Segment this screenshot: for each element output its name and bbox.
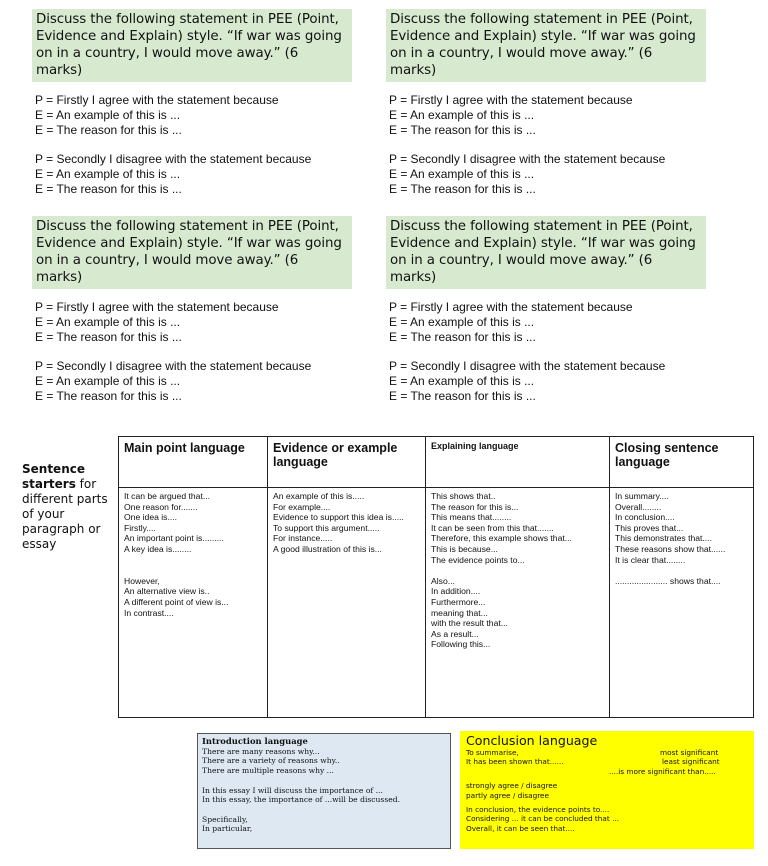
conclusion-phrase: strongly agree / disagree [466, 781, 558, 791]
sentence-starters-rest: for different parts of your paragraph or essay [22, 477, 108, 551]
starter-phrase: The evidence points to... [431, 554, 525, 565]
pee-point: P = Firstly I agree with the statement because [35, 93, 279, 107]
starter-phrase: This is because... [431, 543, 498, 554]
pee-block-disagree [389, 152, 706, 197]
pee-explain: E = The reason for this is ... [35, 389, 182, 403]
conclusion-phrase: It has been shown that...... [466, 757, 564, 767]
pee-task-top-left [32, 9, 352, 197]
column-header: Main point language [119, 437, 267, 488]
introduction-phrase: In this essay I will discuss the importance of ... [202, 785, 383, 795]
starter-phrase: In conclusion.... [615, 512, 675, 523]
pee-point: P = Secondly I disagree with the statement because [35, 359, 312, 373]
column-header: Explaining language [426, 437, 609, 488]
pee-block-disagree [35, 359, 352, 404]
pee-point: P = Firstly I agree with the statement because [389, 93, 633, 107]
pee-evidence: E = An example of this is ... [389, 108, 535, 122]
starter-phrase: However, [124, 575, 160, 586]
starter-phrase: These reasons show that...... [615, 543, 726, 554]
starter-phrase: Firstly.... [124, 522, 156, 533]
pee-task-bottom-right [386, 216, 706, 404]
column-header: Evidence or example language [268, 437, 425, 488]
starter-phrase: In summary.... [615, 491, 669, 501]
starter-phrase: It is clear that........ [615, 554, 686, 565]
pee-task-bottom-left [32, 216, 352, 404]
conclusion-lines-a [466, 781, 748, 800]
pee-point: P = Secondly I disagree with the statement because [389, 359, 666, 373]
starter-phrase: One reason for....... [124, 501, 198, 512]
conclusion-row [466, 767, 748, 776]
column-header: Closing sentence language [610, 437, 753, 488]
starter-phrase: This proves that... [615, 522, 684, 533]
starter-phrase: One idea is.... [124, 512, 178, 523]
pee-block-agree [389, 300, 706, 345]
starter-phrase: An important point is......... [124, 533, 224, 544]
conclusion-lines-b [466, 805, 748, 833]
sentence-starters-label [22, 462, 112, 552]
pee-explain: E = The reason for this is ... [389, 182, 536, 196]
pee-evidence: E = An example of this is ... [389, 167, 535, 181]
column-items [610, 488, 753, 589]
column-items [426, 488, 609, 653]
conclusion-phrase: ....is more significant than..... [609, 766, 716, 776]
starter-phrase: A different point of view is... [124, 596, 229, 607]
column-explaining [426, 437, 610, 717]
pee-explain: E = The reason for this is ... [389, 389, 536, 403]
starter-phrase: Furthermore... [431, 596, 486, 607]
starter-phrase: meaning that... [431, 607, 488, 618]
introduction-phrase: There are many reasons why... [202, 746, 320, 756]
conclusion-phrase: To summarise, [466, 748, 519, 757]
starter-phrase: Evidence to support this idea is..... [273, 512, 404, 523]
pee-evidence: E = An example of this is ... [389, 374, 535, 388]
spacer [124, 555, 262, 566]
starter-phrase: The reason for this is... [431, 501, 519, 512]
starter-phrase: This demonstrates that.... [615, 533, 712, 544]
pee-evidence: E = An example of this is ... [389, 315, 535, 329]
spacer [431, 565, 604, 576]
starter-phrase: It can be seen from this that....... [431, 522, 554, 533]
conclusion-title: Conclusion language [466, 733, 598, 748]
pee-explain: E = The reason for this is ... [389, 123, 536, 137]
introduction-phrase: In this essay, the importance of ...will be discussed. [202, 795, 400, 805]
pee-block-agree [35, 93, 352, 138]
starter-phrase: For example.... [273, 501, 331, 512]
pee-explain: E = The reason for this is ... [35, 330, 182, 344]
pee-block-disagree [389, 359, 706, 404]
conclusion-phrase: partly agree / disagree [466, 790, 550, 800]
conclusion-row [466, 748, 748, 757]
column-items [119, 488, 267, 621]
introduction-phrase: There are multiple reasons why ... [202, 766, 334, 776]
pee-block-agree [35, 300, 352, 345]
spacer [615, 565, 748, 576]
starter-phrase: Following this... [431, 639, 491, 650]
introduction-title: Introduction language [202, 736, 308, 746]
starter-phrase: with the result that... [431, 618, 508, 629]
spacer [202, 776, 446, 786]
introduction-language-box [197, 733, 451, 849]
conclusion-phrase: In conclusion, the evidence points to.... [466, 804, 610, 814]
pee-point: P = Firstly I agree with the statement because [389, 300, 633, 314]
starter-phrase: As a result... [431, 628, 479, 639]
starter-phrase: In contrast.... [124, 607, 174, 618]
pee-point: P = Secondly I disagree with the statement because [35, 152, 312, 166]
introduction-phrase: In particular, [202, 824, 253, 834]
column-main-point [119, 437, 268, 717]
starter-phrase: Also... [431, 575, 455, 586]
starter-phrase: A good illustration of this is... [273, 543, 382, 554]
starter-phrase: An alternative view is.. [124, 586, 210, 597]
task-prompt: Discuss the following statement in PEE (Point, Evidence and Explain) style. “If war was going on in a country, I would move away.” (6 marks) [32, 216, 352, 289]
starter-phrase: An example of this is..... [273, 491, 365, 501]
starter-phrase: A key idea is........ [124, 543, 192, 554]
starter-phrase: This means that........ [431, 512, 512, 523]
conclusion-phrase: most significant [660, 748, 719, 757]
task-prompt: Discuss the following statement in PEE (Point, Evidence and Explain) style. “If war was going on in a country, I would move away.” (6 marks) [386, 9, 706, 82]
sentence-starters-table [118, 436, 754, 718]
conclusion-phrase: least significant [662, 757, 720, 767]
pee-evidence: E = An example of this is ... [35, 374, 181, 388]
introduction-phrase: Specifically, [202, 814, 248, 824]
column-closing [610, 437, 753, 717]
pee-evidence: E = An example of this is ... [35, 167, 181, 181]
pee-point: P = Secondly I disagree with the statement because [389, 152, 666, 166]
pee-evidence: E = An example of this is ... [35, 315, 181, 329]
pee-evidence: E = An example of this is ... [35, 108, 181, 122]
starter-phrase: It can be argued that... [124, 491, 210, 501]
starter-phrase: Therefore, this example shows that... [431, 533, 572, 544]
column-evidence [268, 437, 426, 717]
pee-point: P = Firstly I agree with the statement because [35, 300, 279, 314]
pee-task-top-right [386, 9, 706, 197]
conclusion-language-box [460, 731, 754, 849]
pee-explain: E = The reason for this is ... [35, 182, 182, 196]
introduction-phrase: There are a variety of reasons why.. [202, 756, 340, 766]
pee-explain: E = The reason for this is ... [389, 330, 536, 344]
task-prompt: Discuss the following statement in PEE (Point, Evidence and Explain) style. “If war was going on in a country, I would move away.” (6 marks) [386, 216, 706, 289]
conclusion-phrase: Considering ... it can be concluded that ... [466, 814, 620, 824]
spacer [202, 805, 446, 815]
task-prompt: Discuss the following statement in PEE (Point, Evidence and Explain) style. “If war was going on in a country, I would move away.” (6 marks) [32, 9, 352, 82]
starter-phrase: For instance..... [273, 533, 333, 544]
starter-phrase: Overall........ [615, 501, 662, 512]
starter-phrase: ...................... shows that.... [615, 575, 721, 586]
introduction-lines [202, 747, 446, 834]
conclusion-row [466, 757, 748, 766]
pee-explain: E = The reason for this is ... [35, 123, 182, 137]
sentence-starters-bold: Sentence starters [22, 462, 85, 491]
starter-phrase: To support this argument..... [273, 522, 380, 533]
column-items [268, 488, 425, 558]
starter-phrase: In addition.... [431, 586, 481, 597]
pee-block-agree [389, 93, 706, 138]
conclusion-phrase: Overall, it can be seen that.... [466, 823, 575, 833]
starter-phrase: This shows that.. [431, 491, 496, 501]
spacer [124, 565, 262, 576]
pee-block-disagree [35, 152, 352, 197]
